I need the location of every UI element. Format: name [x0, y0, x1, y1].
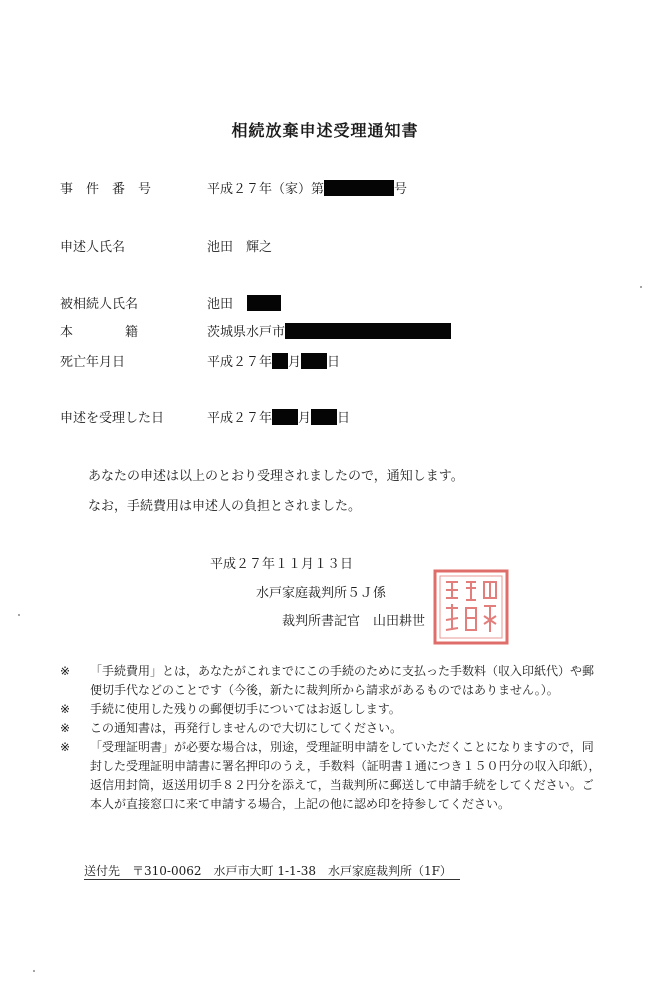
redaction-block	[272, 353, 288, 369]
death-date-value	[207, 351, 340, 370]
case-number-prefix: 平成２７年（家）第	[207, 182, 325, 197]
notes-section	[60, 662, 605, 814]
note-text: 「受理証明書」が必要な場合は，別途，受理証明申請をしていただくことになりますので，同封した受理証明申請書に署名押印のうえ，手数料（証明書１通につき１５０円分の収入印紙），返信用封筒，返送用切手８２円分を添えて，当裁判所に郵送して申請手続をしてください。ご本人が直接窓口に来て申請する場合，上記の他に認め印を持参してください。	[90, 740, 601, 811]
scan-speck	[18, 614, 20, 616]
note-text: 「手続費用」とは，あなたがこれまでにこの手続のために支払った手数料（収入印紙代）や郵便切手代などのことです（今後，新たに裁判所から請求があるものではありません。）。	[90, 664, 595, 697]
note-mark: ※	[60, 702, 71, 716]
acceptance-year: 平成２７年	[207, 411, 273, 426]
redaction-block	[272, 409, 298, 425]
acceptance-month-unit: 月	[298, 411, 312, 426]
note-mark: ※	[60, 664, 71, 678]
decedent-name-value	[207, 293, 281, 312]
domicile-city: 茨城県水戸市	[207, 325, 286, 340]
redaction-block	[311, 409, 337, 425]
note-item	[60, 662, 605, 700]
note-item	[60, 738, 605, 814]
note-text: この通知書は，再発行しませんので大切にしてください。	[90, 721, 403, 735]
redaction-block	[324, 180, 394, 196]
domicile-value	[207, 321, 451, 340]
death-day-unit: 日	[327, 355, 341, 370]
court-name: 水戸家庭裁判所５Ｊ係	[256, 586, 387, 601]
redaction-block	[301, 353, 327, 369]
scan-speck	[33, 970, 35, 972]
death-month-unit: 月	[288, 355, 302, 370]
case-number-value	[207, 178, 407, 197]
death-date-label: 死亡年月日	[60, 355, 126, 370]
case-number-label: 事 件 番 号	[60, 182, 152, 197]
applicant-name-value: 池田 輝之	[207, 240, 273, 255]
note-item	[60, 700, 605, 719]
redaction-block	[285, 323, 451, 339]
case-number-suffix: 号	[394, 182, 408, 197]
note-item	[60, 719, 605, 738]
redaction-block	[247, 295, 281, 311]
body-paragraph-2: なお，手続費用は申述人の負担とされました。	[88, 499, 362, 514]
body-paragraph-1: あなたの申述は以上のとおり受理されましたので，通知します。	[88, 469, 464, 484]
mailing-address: 送付先 〒310-0062 水戸市大町 1-1-38 水戸家庭裁判所（1F）	[84, 862, 460, 880]
note-mark: ※	[60, 721, 71, 735]
note-mark: ※	[60, 740, 71, 754]
note-text: 手続に使用した残りの郵便切手についてはお返しします。	[90, 702, 401, 716]
applicant-name-label: 申述人氏名	[60, 240, 126, 255]
issue-date: 平成２７年１１月１３日	[210, 557, 354, 572]
acceptance-date-value	[207, 407, 350, 426]
acceptance-day-unit: 日	[337, 411, 351, 426]
acceptance-date-label: 申述を受理した日	[60, 411, 165, 426]
court-seal-icon	[432, 568, 510, 646]
decedent-name-label: 被相続人氏名	[60, 297, 139, 312]
clerk-name: 裁判所書記官 山田耕世	[282, 614, 426, 629]
document-title: 相続放棄申述受理通知書	[231, 121, 419, 140]
death-year: 平成２７年	[207, 355, 273, 370]
domicile-label: 本 籍	[60, 325, 139, 340]
scan-speck	[640, 286, 642, 288]
decedent-surname: 池田	[207, 297, 234, 312]
